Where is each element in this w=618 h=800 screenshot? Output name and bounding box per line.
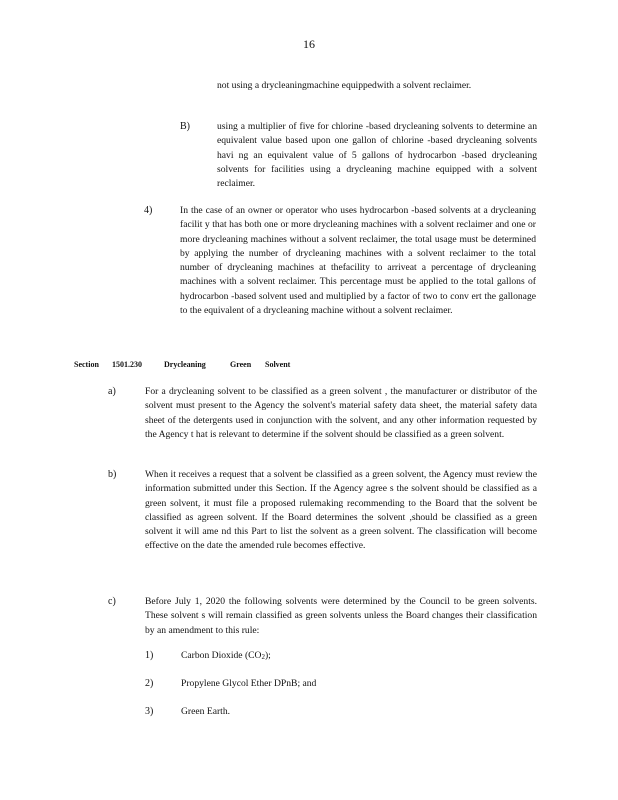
page-number: 16 <box>303 37 315 51</box>
list-item-1-tail: ); <box>264 650 271 661</box>
section-title-part-2: Green <box>230 360 252 369</box>
list-item-2-text: Propylene Glycol Ether DPnB; and <box>181 678 317 689</box>
section-title-part-1: Drycleaning <box>164 360 206 369</box>
item-4-text: In the case of an owner or operator who uses hydrocarbon -based solvents at a drycleaning facilit y that has both one or more drycleaning machines with a solvent reclaimer and one or more drycleaning machines without a solvent reclaimer, the total usage must be determined by applying the number of drycleaning machines with a solvent reclaimer to the total number of drycleaning machines at thefacility to arriveat a percentage of drycleaning machines with a solvent reclaimer. This percentage must be applied to the total gallons of hydrocarbon -based solvent used and multiplied by a factor of two to conv ert the gallonage to the equivalent of a drycleaning machine without a solvent reclaimer. <box>180 205 536 317</box>
list-item-2-label: 2) <box>145 678 154 689</box>
list-item-1-text: Carbon Dioxide (CO <box>181 650 262 661</box>
item-a-continuation: not using a drycleaningmachine equippedwith a solvent reclaimer. <box>217 80 472 91</box>
para-b-label: b) <box>108 469 117 480</box>
section-title-part-3: Solvent <box>265 360 291 369</box>
item-b-label: B) <box>180 121 190 132</box>
list-item-3-label: 3) <box>145 706 154 717</box>
list-item-1-subscript: 2 <box>261 653 265 661</box>
list-item-1 <box>181 649 481 664</box>
para-c-text: Before July 1, 2020 the following solvents were determined by the Council to be green solvents. These solvent s will remain classified as green solvents unless the Board changes their classification by an amendment to this rule: <box>145 596 537 636</box>
item-b-text: using a multiplier of five for chlorine -based drycleaning solvents to determine an equivalent value based upon one gallon of chlorine -based drycleaning solvents havi ng an equivalent value of 5 gallons of hydrocarbon -based drycleaning solvents for facilities using a drycleaning machine equipped with a solvent reclaimer. <box>217 121 537 190</box>
item-4-label: 4) <box>144 205 153 216</box>
para-c-label: c) <box>108 596 116 607</box>
para-a-text: For a drycleaning solvent to be classified as a green solvent , the manufacturer or distributor of the solvent must present to the Agency the solvent's material safety data sheet, the material safety data sheet of the detergents used in conjunction with the solvent, and any other information requested by the Agency t hat is relevant to determine if the solvent should be classified as a green solvent. <box>145 386 537 440</box>
list-item-1-label: 1) <box>145 650 154 661</box>
section-number: 1501.230 <box>112 360 142 369</box>
section-word: Section <box>74 360 99 369</box>
para-b-text: When it receives a request that a solvent be classified as a green solvent, the Agency must review the information submitted under this Section. If the Agency agree s the solvent should be classified as a green solvent, it must file a proposed rulemaking recommending to the Board that the solvent be classified as agreen solvent. If the Board determines the solvent ,should be classified as a green solvent it will ame nd this Part to list the solvent as a green solvent. The classification will become effective on the date the amended rule becomes effective. <box>145 469 537 552</box>
list-item-3-text: Green Earth. <box>181 706 231 717</box>
para-a-label: a) <box>108 386 116 397</box>
